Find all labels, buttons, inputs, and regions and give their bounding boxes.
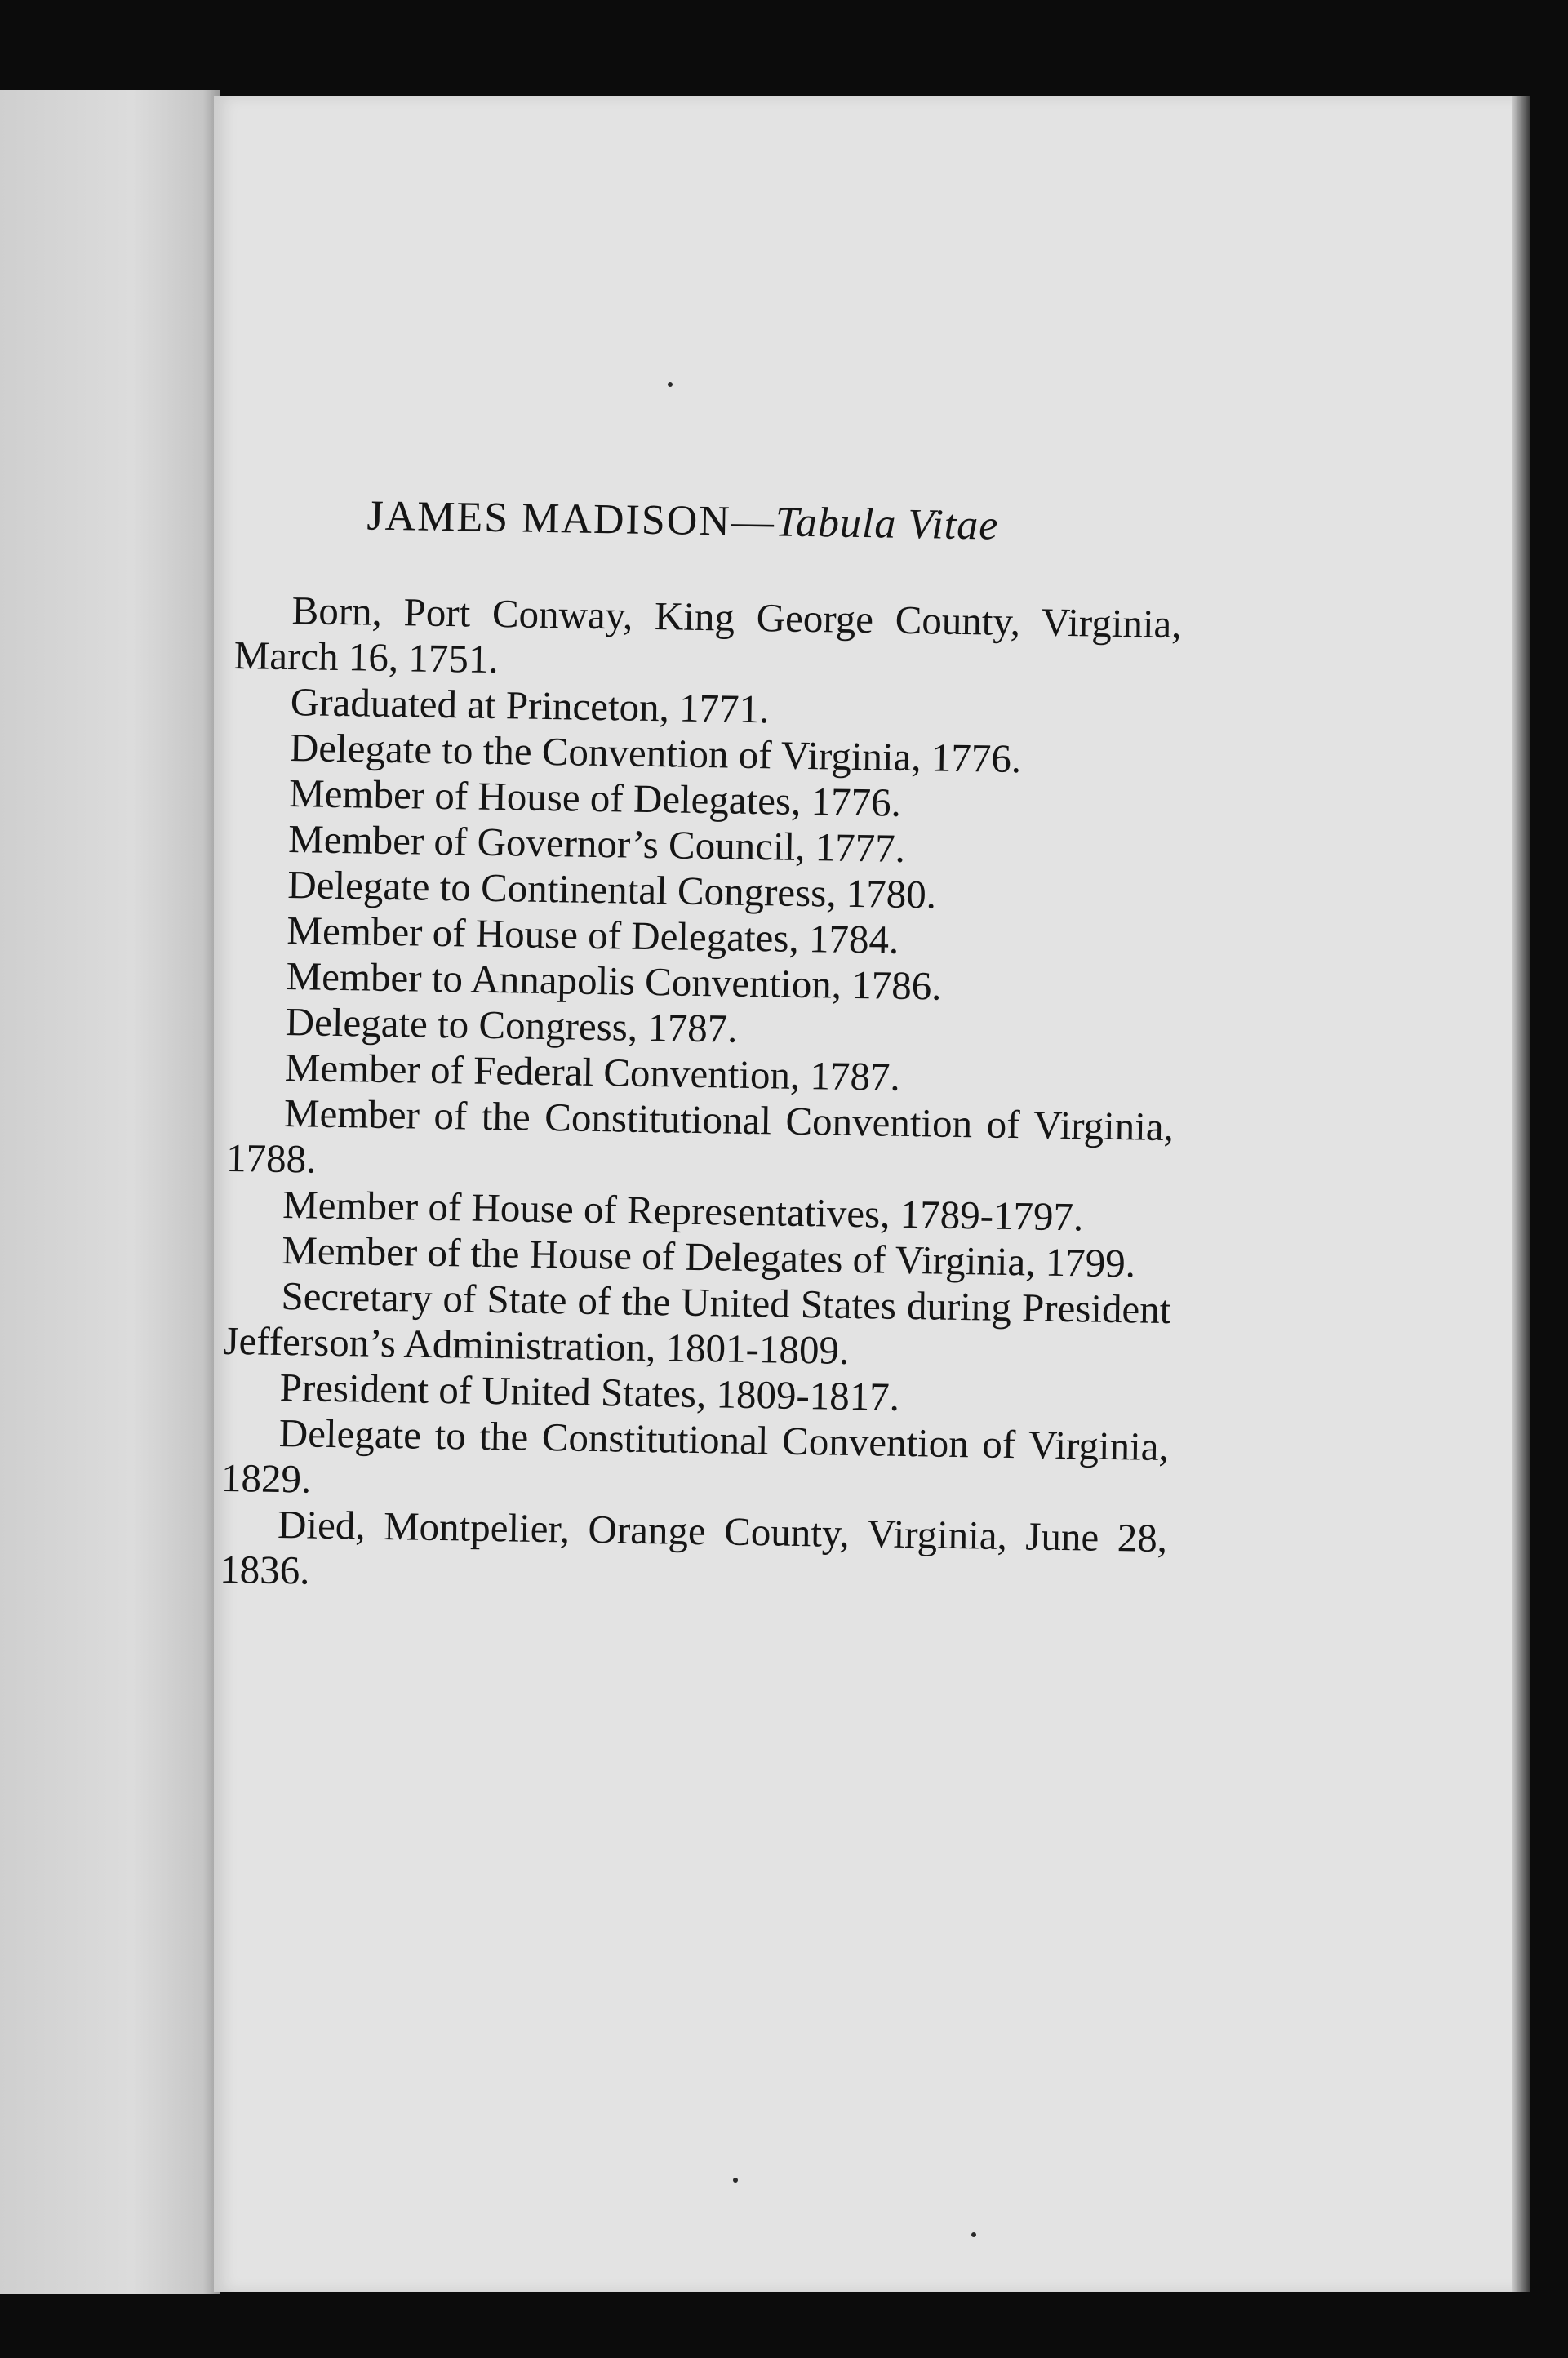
entry-president: President of United States, 1809-1817. — [279, 1364, 900, 1419]
entry-constitutional-1829: Delegate to the Constitutional Convention of Virginia, 1829. — [220, 1410, 1170, 1502]
facing-page-edge — [0, 90, 220, 2294]
title-name: JAMES MADISON — [366, 492, 732, 545]
entry-annapolis-1786: Member to Annapolis Convention, 1786. — [286, 953, 942, 1009]
dust-speck — [971, 2232, 976, 2237]
entry-congress-1787: Delegate to Congress, 1787. — [285, 999, 738, 1051]
entry-representatives: Member of House of Representatives, 1789-1797. — [282, 1181, 1084, 1240]
entry-born: Born, Port Conway, King George County, Virginia, March 16, 1751. — [233, 588, 1182, 682]
title-subtitle: Tabula Vitae — [775, 499, 999, 549]
entry-council-1777: Member of Governor’s Council, 1777. — [287, 816, 906, 871]
entry-house-1776: Member of House of Delegates, 1776. — [288, 770, 902, 825]
entry-house-1784: Member of House of Delegates, 1784. — [287, 908, 899, 962]
entry-constitutional-1788: Member of the Constitutional Convention of Virginia, 1788. — [225, 1090, 1175, 1182]
entry-house-1799: Member of the House of Delegates of Virginia, 1799. — [281, 1227, 1136, 1286]
entry-convention-1776: Delegate to the Convention of Virginia, 1776. — [289, 725, 1022, 782]
entry-federal-1787: Member of Federal Convention, 1787. — [284, 1045, 901, 1099]
entry-graduated: Graduated at Princeton, 1771. — [290, 679, 770, 732]
dust-speck — [733, 2178, 738, 2183]
entry-secretary-of-state: Secretary of State of the United States during President Jefferson’s Administration, 1801-1809. — [223, 1272, 1171, 1373]
tabula-vitae-text — [220, 490, 1184, 1607]
entry-continental-1780: Delegate to Continental Congress, 1780. — [287, 862, 937, 917]
dust-speck — [668, 382, 673, 387]
entry-died: Died, Montpelier, Orange County, Virginia, June 28, 1836. — [219, 1501, 1168, 1593]
title-dash: — — [731, 498, 776, 546]
page-right-edge — [1512, 96, 1530, 2292]
